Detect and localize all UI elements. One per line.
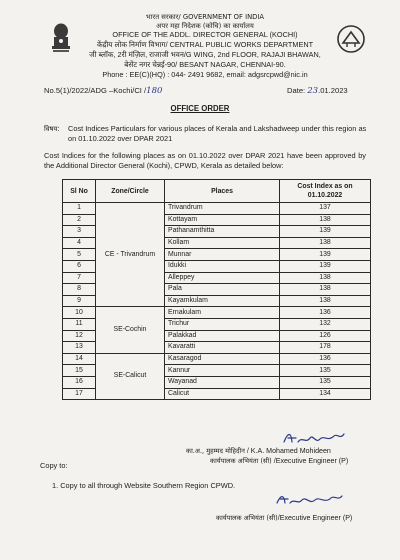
table-row: 14 SE-Calicut Kasaragod 136 bbox=[63, 353, 371, 365]
document-title: OFFICE ORDER bbox=[170, 104, 230, 113]
body-paragraph: Cost Indices for the following places as on 01.10.2022 over DPAR 2021 have been approved by the Additional Director General (Kochi), CPWD, Kerala as detailed below: bbox=[44, 151, 366, 170]
copy-to-label: Copy to: bbox=[40, 461, 68, 470]
reference-number-handwritten: 180 bbox=[146, 86, 163, 96]
table-row: 7 Alleppey 138 bbox=[63, 272, 371, 284]
table-row: 1 CE - Trivandrum Trivandrum 137 bbox=[63, 203, 371, 215]
letterhead-line-7: Phone : EE(C)(HQ) : 044- 2491 9682, email: adgsrcpwd@nic.in bbox=[102, 70, 308, 79]
letterhead-line-6: बेसेंट नगर चेन्नई-90/ BESANT NAGAR, CHENNAI-90. bbox=[124, 60, 286, 69]
table-row: 9 Kayamkulam 138 bbox=[63, 295, 371, 307]
subject-label: विषय: bbox=[44, 125, 60, 133]
order-date: Date: 23.01.2023 bbox=[287, 86, 348, 96]
zone-ce-trivandrum: CE - Trivandrum bbox=[96, 203, 165, 307]
table-row: 16 Wayanad 135 bbox=[63, 376, 371, 388]
column-header-zone: Zone/Circle bbox=[96, 180, 165, 203]
copy-signatory-designation: कार्यपालक अभियंता (सी)/Executive Engineer (P) bbox=[216, 514, 353, 522]
copy-to-item-1: 1. Copy to all through Website Southern Region CPWD. bbox=[52, 481, 236, 490]
table-row: 17 Calicut 134 bbox=[63, 388, 371, 400]
column-header-cost-index: Cost Index as on 01.10.2022 bbox=[280, 180, 371, 203]
cost-index-table bbox=[62, 179, 371, 400]
signature-2-icon bbox=[275, 492, 345, 508]
table-row: 3 Pathanamthitta 139 bbox=[63, 226, 371, 238]
table-row: 10 SE-Cochin Ernakulam 136 bbox=[63, 307, 371, 319]
zone-se-calicut: SE-Calicut bbox=[96, 353, 165, 399]
letterhead-line-3: OFFICE OF THE ADDL. DIRECTOR GENERAL (KOCHI) bbox=[112, 30, 298, 39]
table-row: 13 Kavaratti 178 bbox=[63, 342, 371, 354]
column-header-places: Places bbox=[165, 180, 280, 203]
letterhead-line-1: भारत सरकार/ GOVERNMENT OF INDIA bbox=[145, 13, 265, 21]
zone-se-cochin: SE-Cochin bbox=[96, 307, 165, 353]
subject-text: Cost Indices Particulars for various places of Kerala and Lakshadweep under this region as on 01.10.2022 over DPAR 2021 bbox=[68, 124, 367, 143]
signature-1-icon bbox=[282, 430, 348, 446]
column-header-sl-no: Sl No bbox=[63, 180, 96, 203]
table-row: 11 Trichur 132 bbox=[63, 318, 371, 330]
letterhead-line-5: जी ब्लॉक, 2री मंज़िल, राजाजी भवन/G WING, 2nd FLOOR, RAJAJI BHAWAN, bbox=[89, 50, 321, 59]
signatory-name: का.अ., मुहम्मद मोहिदीन / K.A. Mohamed Mohideen bbox=[186, 447, 331, 455]
table-row: 15 Kannur 135 bbox=[63, 365, 371, 377]
cpwd-logo-icon bbox=[336, 24, 366, 54]
table-row: 6 Idukki 139 bbox=[63, 260, 371, 272]
table-row: 8 Pala 138 bbox=[63, 284, 371, 296]
reference-number: No.5(1)/2022/ADG –Kochi/CI /180 bbox=[44, 86, 163, 96]
letterhead-line-2: अपर महा निदेशक (कोचि) का कार्यालय bbox=[156, 22, 254, 30]
table-row: 2 Kottayam 138 bbox=[63, 214, 371, 226]
table-row: 5 Munnar 139 bbox=[63, 249, 371, 261]
order-date-handwritten: 23 bbox=[307, 86, 319, 96]
signatory-designation: कार्यपालक अभियंता (सी) /Executive Engineer (P) bbox=[210, 457, 349, 465]
table-header-row bbox=[63, 180, 371, 203]
letterhead-line-4: केंद्रीय लोक निर्माण विभाग/ CENTRAL PUBLIC WORKS DEPARTMENT bbox=[96, 40, 314, 49]
table-row: 12 Palakkad 126 bbox=[63, 330, 371, 342]
table-row: 4 Kollam 138 bbox=[63, 237, 371, 249]
